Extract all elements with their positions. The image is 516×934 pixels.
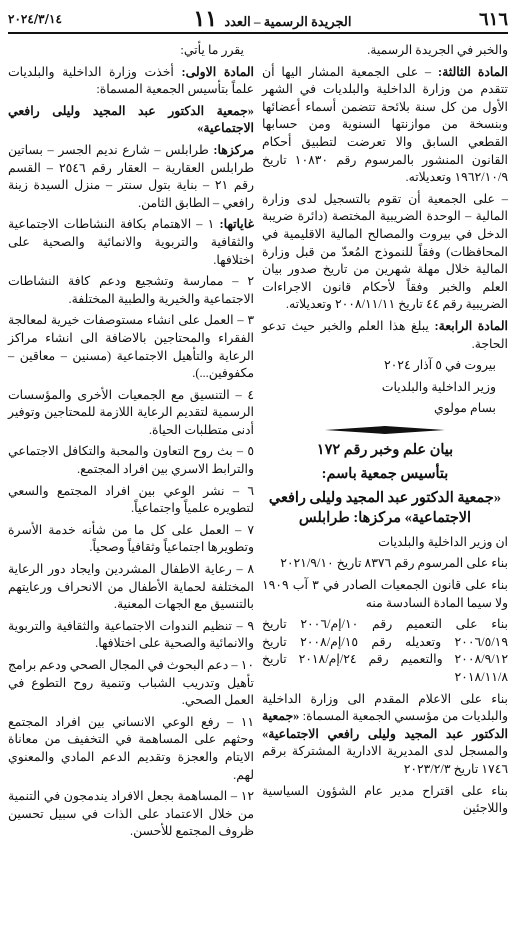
article-3-text: – على الجمعية المشار اليها أن تتقدم من وزارة الداخلية والبلديات في الشهر الأول من كل سنة بلائحة تتضمن أسماء أعضائها وبنسخة من موازنتها السنوية ومن حسابها القطعي السابق والا تعرضت لتطبيق أحكام القانون المنشور بالمرسوم رقم ١٠٨٣٠ تاريخ ١٩٦٢/١٠/٩ وتعديلاته. xyxy=(262,64,508,185)
signature-place-date: بيروت في ٥ آذار ٢٠٢٤ xyxy=(384,358,496,373)
goal-4: ٤ – التنسيق مع الجمعيات الأخرى والمؤسسات الرسمية لتقديم الرعاية اللازمة للمحتاجين وتوفير أدنى متطلبات الحياة. xyxy=(8,387,254,437)
tax-registration-paragraph: – على الجمعية أن تقوم بالتسجيل لدى وزارة المالية – الوحدة الضريبية المختصة (دائرة ضريبة الدخل في بيروت والمصالح المالية الاقليمية في المحافظات) وفقاً للنموذج المُعدّ من قبل وزارة المالية خلال مهلة شهرين من تاريخ صدور بيان العلم والخبر وفقاً لأحكام قانون الاجراءات الضريبية رقم ٤٤ تاريخ ٢٠٠٨/١١/١١ وتعديلاته. xyxy=(262,191,508,312)
left-column xyxy=(8,42,254,845)
basis-circulars: بناء على التعميم رقم ١٠/إم/٢٠٠٦ تاريخ ٢٠٠٦/٥/١٩ وتعديله رقم ١٥/إم/٢٠٠٨ تاريخ ٢٠٠٨/٩/١٢ والتعميم رقم ٢٤/إم/٢٠١٨ تاريخ ٢٠١٨/١١/٨ xyxy=(262,617,508,685)
minister-line: ان وزير الداخلية والبلديات xyxy=(378,534,508,549)
goal-3: ٣ – العمل على انشاء مستوصفات خيرية لمعالجة الفقراء والمحتاجين بالاضافة الى انشاء مراكز الرعاية والتأهيل الاجتماعية (مسنين – معاقين – مكفوفين...). xyxy=(8,313,254,381)
article-1-label: المادة الاولى: xyxy=(181,64,254,79)
issue-label: العدد xyxy=(224,14,251,29)
basis-notification-b: والمسجل لدى المديرية الادارية المشتركة برقم ١٧٤٦ تاريخ ٢٠٢٣/٢/٣ xyxy=(262,744,508,776)
goal-5: ٥ – بث روح التعاون والمحبة والتكافل الاجتماعي والترابط الاسري بين افراد المجتمع. xyxy=(8,444,254,477)
goal-11: ١١ – رفع الوعي الانساني بين افراد المجتمع وحثهم على المساهمة في التخفيف من معاناة الايتام والعجزة وتقديم الدعم المادي والمعنوي لهم. xyxy=(8,714,254,782)
goal-8: ٨ – رعاية الاطفال المشردين وايجاد دور الرعاية المختلفة لحماية الأطفال من الانحراف ورعايتهم بالتنسيق مع الجهات المعنية. xyxy=(8,562,254,612)
goal-10: ١٠ – دعم البحوث في المجال الصحي ودعم برامج تأهيل وتدريب الشباب وتنمية روح التطوع في العمل الصحي. xyxy=(8,658,254,708)
gazette-issue: الجريدة الرسمية – العدد ١١ xyxy=(193,6,352,31)
article-4-label: المادة الرابعة: xyxy=(434,318,508,333)
signature-name: بسام مولوي xyxy=(434,401,496,416)
goals-label: غاياتها: xyxy=(219,217,254,232)
notice-subtitle: بتأسيس جمعية باسم: xyxy=(321,465,449,482)
article-4-text: يبلغ هذا العلم والخبر حيث تدعو الحاجة. xyxy=(262,318,508,351)
article-1 xyxy=(8,64,254,99)
article-1-text: أخذت وزارة الداخلية والبلديات علماً بتأسيس الجمعية المسماة: xyxy=(8,64,254,97)
basis-notification-a: بناء على الاعلام المقدم الى وزارة الداخلية والبلديات من مؤسسي الجمعية المسماة: xyxy=(262,691,508,724)
basis-notification-name: «جمعية الدكتور عبد المجيد وليلى رافعي الاجتماعية» xyxy=(262,709,508,741)
goal-1 xyxy=(8,216,254,269)
article-4 xyxy=(262,318,508,353)
page-header xyxy=(8,6,508,34)
goal-12: ١٢ – المساهمة بجعل الافراد يندمجون في التنمية من خلال الاعتماد على الذات في سبيل تحسين ظروف المجتمع للأحسن. xyxy=(8,789,254,839)
headquarters-text: طرابلس – شارع نديم الجسر – بساتين طرابلس العقارية – العقار رقم ٢٥٤٦ – القسم رقم ٢١ – بناية بتول سنتر – منزل السيدة زينة رافعي – الطابق الثامن. xyxy=(8,142,254,210)
divider-ornament-icon xyxy=(325,426,445,434)
signature-title: وزير الداخلية والبلديات xyxy=(381,379,496,394)
goal-2: ٢ – ممارسة وتشجيع ودعم كافة النشاطات الاجتماعية والخيرية والطبية المختلفة. xyxy=(8,274,254,306)
goal-1-text: ١ – الاهتمام بكافة النشاطات الاجتماعية والثقافية والتربوية والانمائية والصحية على اختلافها. xyxy=(8,217,254,267)
basis-proposal: بناء على اقتراح مدير عام الشؤون السياسية واللاجئين xyxy=(262,783,508,816)
notice-association-name: «جمعية الدكتور عبد المجيد وليلى رافعي الاجتماعية» مركزها: طرابلس xyxy=(268,489,502,526)
page-columns xyxy=(8,42,508,845)
headquarters-label: مركزها: xyxy=(213,142,254,157)
right-column xyxy=(262,42,508,845)
issue-date: ٢٠٢٤/٣/١٤ xyxy=(8,12,62,26)
goal-9: ٩ – تنظيم الندوات الاجتماعية والثقافية والتربوية والانمائية والصحية على اختلافها. xyxy=(8,618,254,651)
goal-6: ٦ – نشر الوعي بين افراد المجتمع والسعي لتطويره علمياً واجتماعياً. xyxy=(8,483,254,516)
article-3-label: المادة الثالثة: xyxy=(437,64,508,79)
page-number: ٦١٦ xyxy=(478,8,508,30)
notice-title-block xyxy=(262,440,508,528)
issue-number: ١١ xyxy=(193,6,218,31)
decision-intro: يقرر ما يأتي: xyxy=(180,43,244,57)
basis-associations-law: بناء على قانون الجمعيات الصادر في ٣ آب ١٩٠٩ ولا سيما المادة السادسة منه xyxy=(262,578,508,610)
basis-notification xyxy=(262,691,508,779)
goal-7: ٧ – العمل على كل ما من شأنه خدمة الأسرة وتطويرها اجتماعياً وثقافياً وصحياً. xyxy=(8,522,254,555)
continuation-paragraph: والخبر في الجريدة الرسمية. xyxy=(367,43,508,57)
association-name: «جمعية الدكتور عبد المجيد وليلى رافعي الاجتماعية» xyxy=(8,103,254,136)
headquarters xyxy=(8,142,254,212)
notice-title: بيان علم وخبر رقم ١٧٢ xyxy=(316,441,454,458)
article-3 xyxy=(262,64,508,187)
basis-decree: بناء على المرسوم رقم ٨٣٧٦ تاريخ ٢٠٢١/٩/١٠ xyxy=(280,556,508,571)
section-divider xyxy=(262,426,508,434)
gazette-name: الجريدة الرسمية xyxy=(263,14,352,29)
